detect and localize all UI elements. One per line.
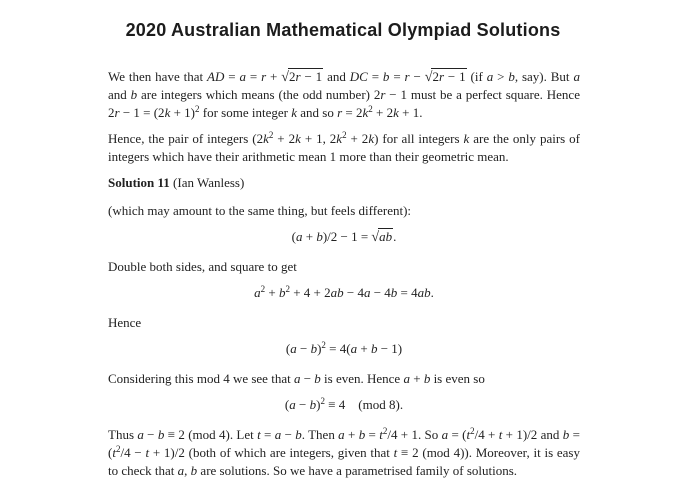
radical-sign: √ — [371, 229, 380, 245]
paragraph-12: Thus a − b ≡ 2 (mod 4). Let t = a − b. Then a + b = t2/4 + 1. So a = (t2/4 + t + 1)/2 and b = (t2/4 − t + 1)/2 (both of which are integers, given that t ≡ 2 (mod 4)). Moreover, it is easy to check that a, b are solutions. So we have a parametrised family of solutions. — [108, 426, 580, 478]
text-segment: and — [108, 87, 131, 102]
text-segment: a — [573, 69, 580, 84]
text-segment: 2r − 1 = (2k + 1) — [108, 105, 196, 120]
text-segment: Solution 11 — [108, 175, 170, 190]
radical-sign: √ — [281, 69, 289, 85]
paragraph-2: Hence, the pair of integers (2k2 + 2k + 1, 2k2 + 2k) for all integers k are the only pairs of integers which have their arithmetic mean 1 more than their geometric mean. — [108, 130, 580, 164]
document-body — [108, 68, 580, 488]
paragraph-10 — [108, 370, 580, 388]
text-segment: t = a − b — [257, 427, 302, 442]
text-segment: are solutions. So we have a parametrised family of solutions. — [197, 463, 518, 478]
text-segment: a − b ≡ 2 — [137, 427, 185, 442]
text-segment: + 2k + 1, 2k — [273, 131, 343, 146]
equation-7: a2 + b2 + 4 + 2ab − 4a − 4b = 4ab. — [254, 284, 434, 300]
text-segment: Double both sides, and square to get — [108, 259, 297, 274]
text-segment: a — [254, 285, 261, 300]
text-segment: (mod 8). — [345, 397, 404, 412]
text-segment: are the only pairs of integers which have their arithmetic mean 1 more than their geometric mean. — [108, 131, 580, 164]
text-segment: k — [291, 105, 297, 120]
text-segment: a − b — [293, 371, 321, 386]
text-segment: must be a perfect square. Hence — [406, 87, 580, 102]
text-segment: . Then — [301, 427, 339, 442]
text-segment: (mod 4). Let — [184, 427, 258, 442]
text-segment: b — [130, 87, 138, 102]
text-segment: is even. Hence — [320, 371, 404, 386]
text-segment: (if — [466, 69, 487, 84]
text-segment: 2k — [256, 131, 269, 146]
text-segment: is even so — [430, 371, 485, 386]
text-segment: DC = b = r − — [349, 69, 425, 84]
text-segment: (a − b) — [284, 397, 321, 412]
text-segment: and so — [297, 105, 338, 120]
text-segment: + 4 + 2ab − 4a − 4b = 4ab — [289, 285, 431, 300]
sqrt-expression: √2r − 1 — [281, 69, 323, 85]
paragraph-1: We then have that AD = a = r + √2r − 1 and DC = b = r − √2r − 1 (if a > b, say). But a and b are integers which means (the odd number) 2r − 1 must be a perfect square. Hence 2r − 1 = (2k + 1)2 for some integer k and so r = 2k2 + 2k + 1. — [108, 69, 580, 120]
text-segment: are integers which means (the odd number) — [137, 87, 374, 102]
paragraph-8 — [108, 314, 580, 332]
text-segment: + b — [265, 285, 286, 300]
text-segment: . So — [417, 427, 442, 442]
text-segment: (mod 4)). Moreover, it is easy to check that — [108, 445, 580, 478]
text-segment: for some integer — [199, 105, 292, 120]
text-segment: + 2k — [346, 131, 375, 146]
text-segment: /4 − t + 1)/2 — [120, 445, 185, 460]
text-segment: . — [430, 285, 434, 300]
text-segment: , say). But — [514, 69, 574, 84]
text-segment: We then have that — [108, 69, 207, 84]
text-segment: . — [393, 229, 397, 244]
text-segment: a + b — [403, 371, 431, 386]
text-segment: 2r − 1 — [373, 87, 407, 102]
text-segment: Thus — [108, 427, 138, 442]
solution-heading-3 — [108, 174, 580, 192]
text-segment: AD = a = r + — [207, 69, 282, 84]
text-segment: Considering this mod 4 we see that — [108, 371, 294, 386]
text-segment: Hence — [108, 315, 142, 330]
text-segment: b = (t — [108, 427, 580, 460]
text-segment: t ≡ 2 — [393, 445, 419, 460]
text-segment: (a − b) — [285, 341, 322, 356]
text-segment: (a + b)/2 − 1 = — [291, 229, 372, 244]
text-segment: a, b — [177, 463, 198, 478]
text-segment: and — [537, 427, 563, 442]
radical-sign: √ — [424, 69, 433, 85]
text-segment: /4 + t + 1)/2 — [474, 427, 538, 442]
text-segment: . — [419, 105, 423, 120]
paragraph-6 — [108, 258, 580, 276]
text-segment: (which may amount to the same thing, but feels different): — [108, 203, 412, 218]
text-segment: + 2k + 1 — [372, 105, 420, 120]
text-segment: and — [323, 69, 350, 84]
page-title: 2020 Australian Mathematical Olympiad Solutions — [125, 20, 561, 40]
paragraph-4 — [108, 202, 580, 220]
text-segment: (Ian Wanless) — [169, 175, 245, 190]
sqrt-expression: √ab — [371, 229, 393, 245]
text-segment: r = 2k — [337, 105, 369, 120]
text-segment: ) for all integers — [374, 131, 464, 146]
equation-5 — [108, 228, 580, 246]
text-segment: a = (t — [441, 427, 471, 442]
text-segment: = 4(a + b − 1) — [325, 341, 403, 356]
equation-9: (a − b)2 = 4(a + b − 1) — [285, 340, 403, 356]
equation-11: (a − b)2 ≡ 4 (mod 8). — [284, 396, 404, 412]
text-segment: (both of which are integers, given that — [184, 445, 394, 460]
text-segment: a > b — [486, 69, 515, 84]
text-segment: ≡ 4 — [324, 397, 346, 412]
sqrt-expression: √2r − 1 — [424, 69, 466, 85]
text-segment: a + b = t — [338, 427, 383, 442]
text-segment: /4 + 1 — [387, 427, 418, 442]
text-segment: k — [463, 131, 470, 146]
text-segment: Hence, the pair of integers ( — [108, 131, 257, 146]
